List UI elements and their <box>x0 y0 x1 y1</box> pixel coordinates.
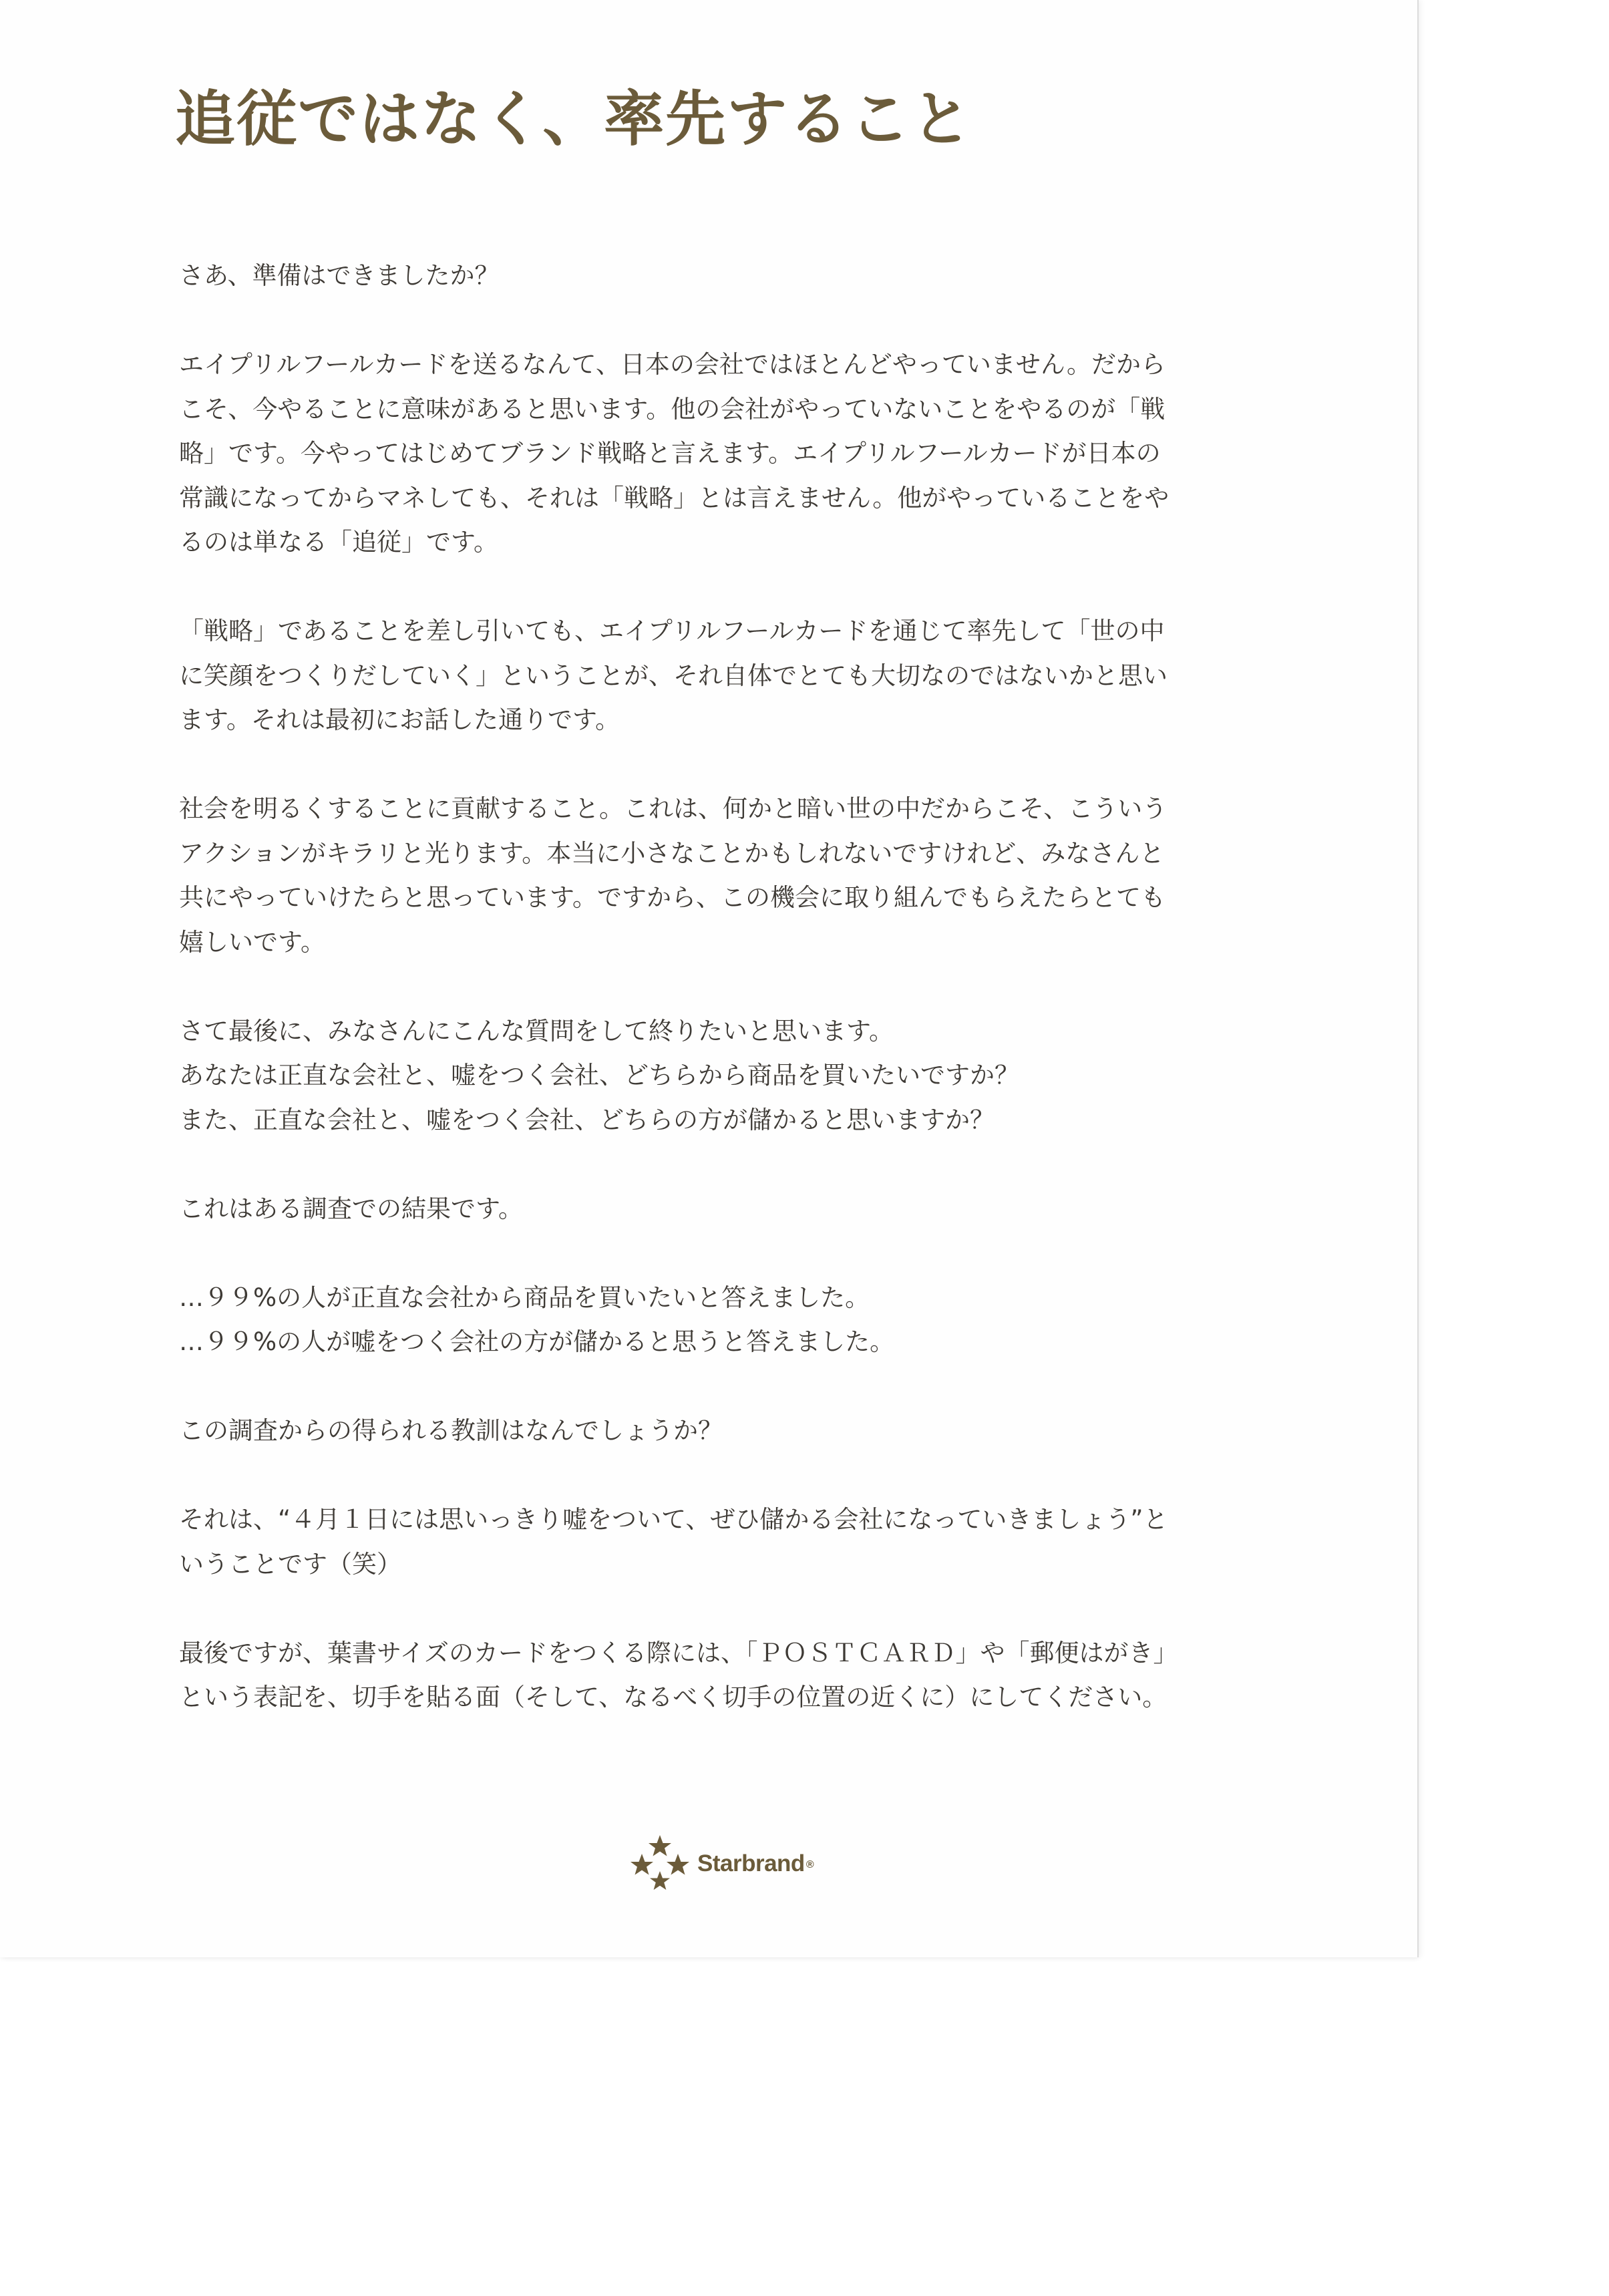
text-line: るのは単なる「追従」です。 <box>179 528 499 556</box>
paragraph-7 <box>179 1276 1248 1365</box>
paragraph-4 <box>179 787 1248 965</box>
text-line: こそ、今やることに意味があると思います。他の会社がやっていないことをやるのが「戦 <box>179 394 1166 424</box>
text-line: 略」です。今やってはじめてブランド戦略と言えます。エイプリルフールカードが日本の <box>179 439 1161 468</box>
text-line: に笑顔をつくりだしていく」ということが、それ自体でとても大切なのではないかと思い <box>179 661 1168 690</box>
paragraph-10 <box>179 1631 1248 1720</box>
logo-name: Starbrand <box>697 1850 805 1876</box>
text-line: あなたは正直な会社と、嘘をつく会社、どちらから商品を買いたいですか？ <box>179 1061 1019 1090</box>
paragraph-8 <box>179 1409 1248 1454</box>
text-line: 最後ですが、葉書サイズのカードをつくる際には、「ＰＯＳＴＣＡＲＤ」や「郵便はがき」 <box>179 1638 1178 1667</box>
logo-wordmark <box>697 1850 814 1877</box>
body-text <box>179 254 1248 1764</box>
text-line: また、正直な会社と、嘘をつく会社、どちらの方が儲かると思いますか？ <box>179 1105 995 1134</box>
text-line: 嬉しいです。 <box>179 927 326 957</box>
text-line: エイプリルフールカードを送るなんて、日本の会社ではほとんどやっていません。だから <box>179 350 1166 379</box>
text-line: 共にやっていけたらと思っています。ですから、この機会に取り組んでもらえたらとても <box>179 883 1166 912</box>
text-line: さあ、準備はできましたか？ <box>179 261 500 290</box>
text-line: アクションがキラリと光ります。本当に小さなことかもしれないですけれど、みなさんと <box>179 838 1165 868</box>
text-line: いうことです（笑） <box>179 1549 401 1579</box>
text-line: …９９%の人が嘘をつく会社の方が儲かると思うと答えました。 <box>179 1327 895 1356</box>
page-title: 追従ではなく、率先すること <box>175 84 973 154</box>
paragraph-9 <box>179 1498 1248 1587</box>
text-line: 常識になってからマネしても、それは「戦略」とは言えません。他がやっていることをや <box>179 483 1170 512</box>
text-line: 「戦略」であることを差し引いても、エイプリルフールカードを通じて率先して「世の中 <box>179 617 1165 645</box>
text-line: …９９%の人が正直な会社から商品を買いたいと答えました。 <box>179 1283 870 1312</box>
three-stars-icon <box>629 1834 691 1894</box>
text-line: という表記を、切手を貼る面（そして、なるべく切手の位置の近くに）にしてください。 <box>179 1683 1168 1711</box>
paragraph-2 <box>179 343 1248 565</box>
text-line: それは、“４月１日には思いっきり嘘をついて、ぜひ儲かる会社になっていきましょう”と <box>179 1505 1168 1534</box>
paragraph-1 <box>179 254 1248 299</box>
starbrand-logo <box>629 1834 814 1894</box>
text-line: さて最後に、みなさんにこんな質問をして終りたいと思います。 <box>179 1016 894 1045</box>
text-line: ます。それは最初にお話した通りです。 <box>179 705 620 734</box>
registered-mark: ® <box>806 1858 814 1870</box>
text-line: この調査からの得られる教訓はなんでしょうか？ <box>179 1416 723 1445</box>
text-line: 社会を明るくすることに貢献すること。これは、何かと暗い世の中だからこそ、こういう <box>179 794 1168 823</box>
text-line: これはある調査での結果です。 <box>179 1194 524 1223</box>
paragraph-3 <box>179 609 1248 743</box>
paragraph-6 <box>179 1187 1248 1232</box>
paragraph-5 <box>179 1009 1248 1143</box>
